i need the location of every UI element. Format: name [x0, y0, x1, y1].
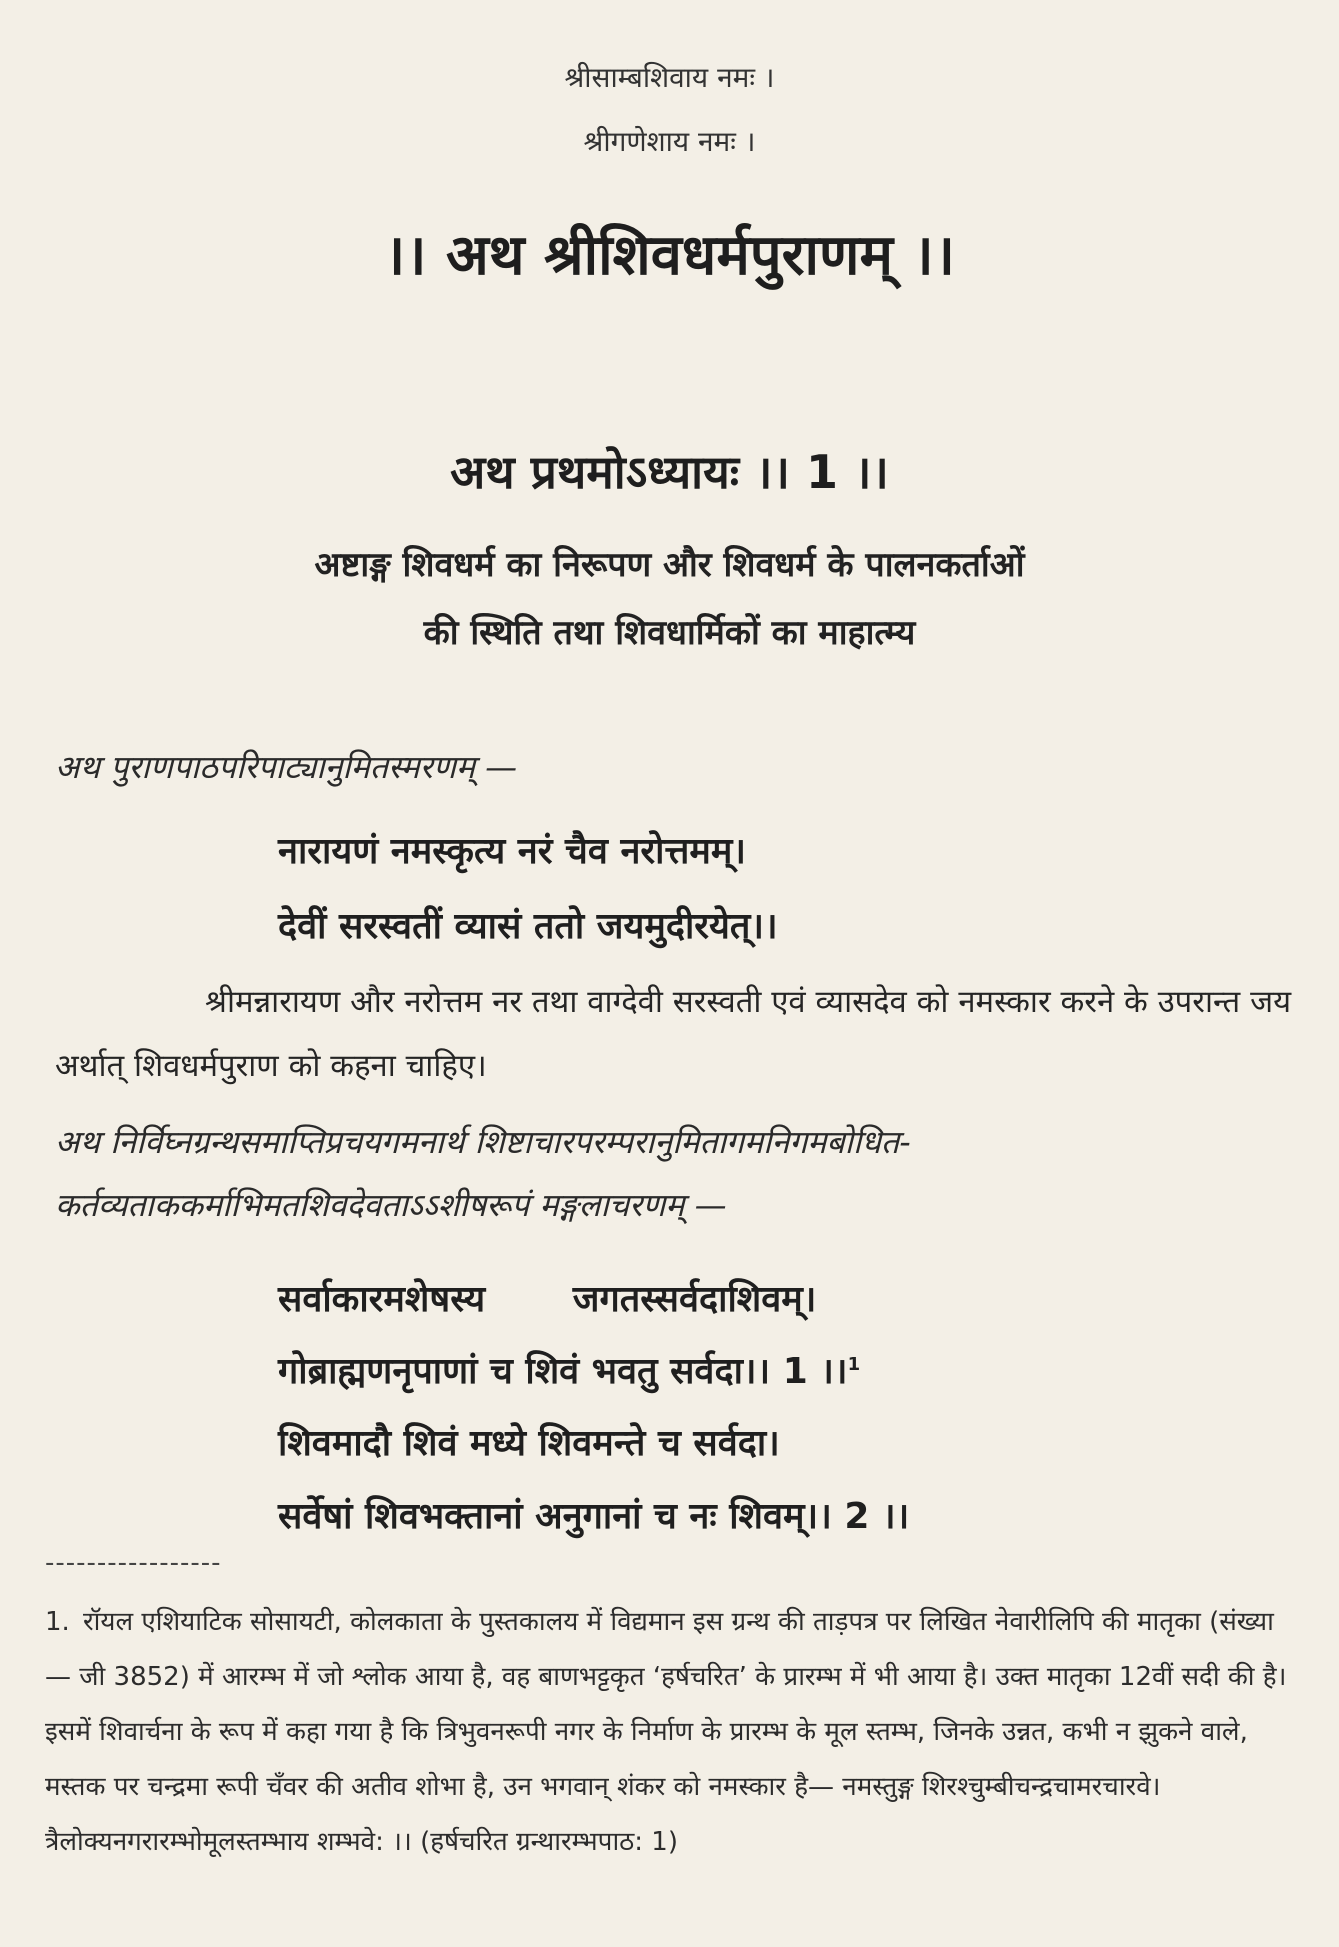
main-title: ।। अथ श्रीशिवधर्मपुराणम् ।। — [384, 223, 955, 288]
verse-text: गोब्राह्मणनृपाणां च शिवं भवतु सर्वदा।। 1 ।। — [278, 1351, 848, 1392]
verse-line: शिवमादौ शिवं मध्ये शिवमन्ते च सर्वदा। — [278, 1423, 780, 1464]
invocation-line: श्रीगणेशाय नमः । — [583, 125, 756, 158]
chapter-subtitle: की स्थिति तथा शिवधार्मिकों का माहात्म्य — [423, 613, 916, 653]
verse-line: सर्वाकारमशेषस्य जगतस्सर्वदाशिवम्। — [278, 1279, 817, 1320]
footnote — [45, 1595, 1290, 1870]
invocation-line: श्रीसाम्बशिवाय नमः । — [564, 61, 775, 94]
footnote-text: रॉयल एशियाटिक सोसायटी, कोलकाता के पुस्तकालय में विद्यमान इस ग्रन्थ की ताड़पत्र पर लिखित नेवारीलिपि की मातृका (संख्या— जी 3852) में आरम्भ में जो श्लोक आया है, वह बाणभट्टकृत ‘हर्षचरित’ के प्रारम्भ में भी आया है। उक्त मातृका 12वीं सदी की है। इसमें शिवार्चना के रूप में कहा गया है कि त्रिभुवनरूपी नगर के निर्माण के प्रारम्भ के मूल स्तम्भ, जिनके उन्नत, कभी न झुकने वाले, मस्तक पर चन्द्रमा रूपी चँवर की अतीव शोभा है, उन भगवान् शंकर को नमस्कार है— नमस्तुङ्ग शिरश्चुम्बीचन्द्रचामरचारवे। त्रैलोक्यनगरारम्भोमूलस्तम्भाय शम्भवे: ।। (हर्षचरित ग्रन्थारम्भपाठ: 1) — [45, 1607, 1287, 1857]
footnote-separator: ----------------- — [45, 1548, 222, 1578]
translation-paragraph: श्रीमन्नारायण और नरोत्तम नर तथा वाग्देवी सरस्वती एवं व्यासदेव को नमस्कार करने के उपरान्त जय अर्थात् शिवधर्मपुराण को कहना चाहिए। — [55, 984, 1292, 1084]
section-heading: अथ निर्विघ्नग्रन्थसमाप्तिप्रचयगमनार्थ शिष्टाचारपरम्परानुमितागमनिगमबोधित- — [55, 1123, 911, 1161]
verse-line-with-footnote — [278, 1345, 1278, 1394]
footnote-marker: 1 — [847, 1354, 861, 1375]
section-heading: कर्तव्यताककर्माभिमतशिवदेवताऽऽशीषरूपं मङ्गलाचरणम् — — [55, 1186, 727, 1224]
footnote-number: 1. — [45, 1607, 70, 1637]
verse-line: देवीं सरस्वतीं व्यासं ततो जयमुदीरयेत्।। — [278, 906, 778, 947]
chapter-subtitle: अष्टाङ्ग शिवधर्म का निरूपण और शिवधर्म के पालनकर्ताओं — [314, 545, 1025, 585]
verse-line: नारायणं नमस्कृत्य नरं चैव नरोत्तमम्। — [278, 831, 747, 872]
verse-line: सर्वेषां शिवभक्तानां अनुगानां च नः शिवम्।। 2 ।। — [278, 1496, 910, 1537]
chapter-title: अथ प्रथमोऽध्यायः ।। 1 ।। — [450, 445, 889, 499]
section-heading: अथ पुराणपाठपरिपाट्यानुमितस्मरणम् — — [55, 748, 518, 786]
